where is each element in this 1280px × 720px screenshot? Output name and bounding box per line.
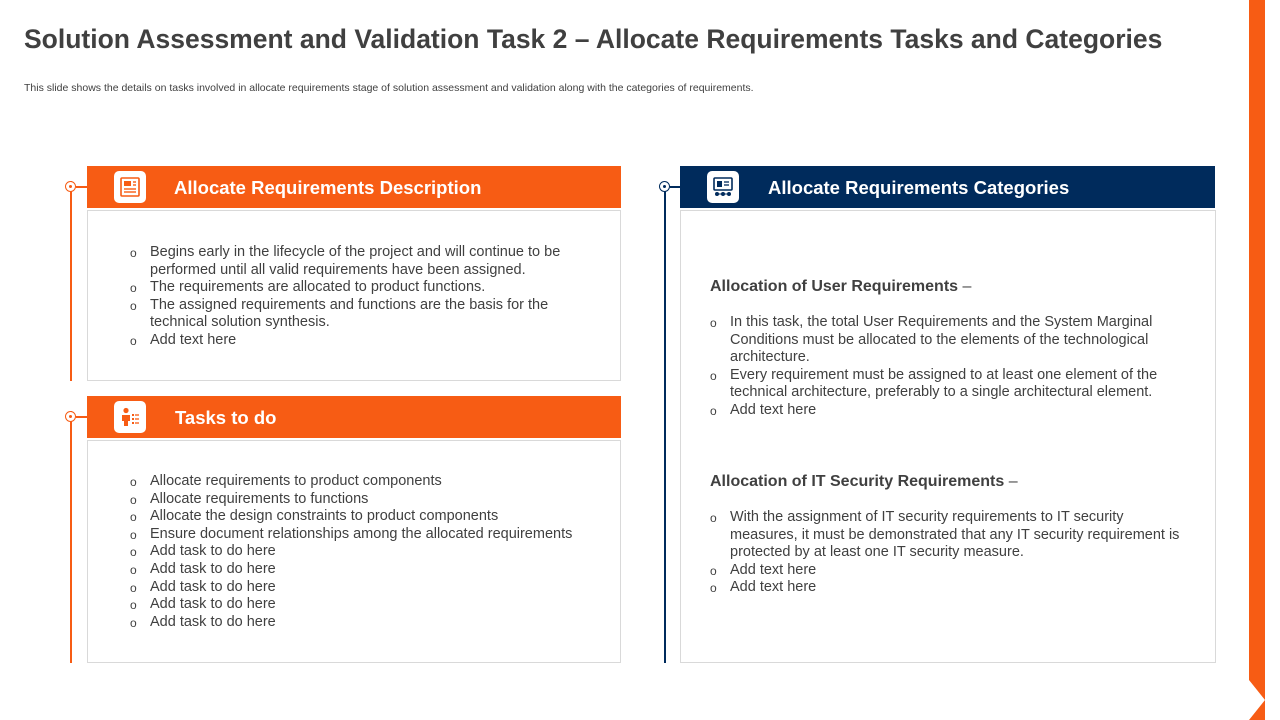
list-item: o Begins early in the lifecycle of the project and will continue to be performed until all valid requirements have been assigned.	[130, 244, 580, 279]
categories-header	[680, 166, 1215, 208]
list-item: o The requirements are allocated to product functions.	[130, 279, 580, 297]
timeline-dot-description	[65, 181, 76, 192]
list-item: o The assigned requirements and functions are the basis for the technical solution synthesis.	[130, 297, 580, 332]
timeline-line-lower	[70, 411, 72, 663]
tasks-panel	[87, 440, 621, 663]
timeline-stub-tasks	[76, 416, 87, 418]
accent-side-bar	[1249, 0, 1265, 720]
description-list	[130, 244, 580, 350]
description-panel	[87, 210, 621, 381]
accent-side-notch	[1249, 680, 1265, 720]
list-item: o Add task to do here	[130, 579, 600, 597]
timeline-line-categories	[664, 187, 666, 663]
list-item: o Allocate the design constraints to product components	[130, 508, 600, 526]
security-requirements-list	[710, 509, 1188, 597]
list-item: o Allocate requirements to functions	[130, 491, 600, 509]
tasks-heading: Tasks to do	[175, 407, 277, 428]
timeline-stub-description	[76, 186, 87, 188]
user-requirements-list	[710, 314, 1180, 420]
list-item: o Add task to do here	[130, 614, 600, 632]
list-item: o Ensure document relationships among the allocated requirements	[130, 526, 600, 544]
user-requirements-heading: Allocation of User Requirements –	[710, 278, 972, 295]
list-item: o In this task, the total User Requirements and the System Marginal Conditions must be allocated to the elements of the technological architecture.	[710, 314, 1180, 367]
description-heading: Allocate Requirements Description	[174, 177, 482, 198]
list-item: o With the assignment of IT security requirements to IT security measures, it must be demonstrated that any IT security requirement is protected by at least one IT security measure.	[710, 509, 1188, 562]
timeline-dot-categories	[659, 181, 670, 192]
list-item: o Add task to do here	[130, 596, 600, 614]
list-item: o Every requirement must be assigned to at least one element of the technical architecture, preferably to a single architectural element.	[710, 367, 1180, 402]
list-item: o Add text here	[710, 562, 1188, 580]
person-checklist-icon	[114, 401, 146, 433]
monitor-network-icon	[707, 171, 739, 203]
page-subtitle: This slide shows the details on tasks involved in allocate requirements stage of solution assessment and validation along with the categories of requirements.	[24, 82, 754, 94]
description-header	[87, 166, 621, 208]
document-icon	[114, 171, 146, 203]
tasks-header	[87, 396, 621, 438]
list-item: o Add text here	[710, 402, 1180, 420]
page-title: Solution Assessment and Validation Task 2 – Allocate Requirements Tasks and Categories	[24, 24, 1163, 54]
list-item: o Allocate requirements to product components	[130, 473, 600, 491]
security-requirements-heading: Allocation of IT Security Requirements –	[710, 473, 1018, 490]
timeline-dot-tasks	[65, 411, 76, 422]
tasks-list	[130, 473, 600, 631]
timeline-line-upper	[70, 181, 72, 381]
list-item: o Add task to do here	[130, 561, 600, 579]
categories-heading: Allocate Requirements Categories	[768, 177, 1070, 198]
list-item: o Add task to do here	[130, 543, 600, 561]
list-item: o Add text here	[710, 579, 1188, 597]
timeline-stub-categories	[670, 186, 680, 188]
list-item: o Add text here	[130, 332, 580, 350]
categories-panel	[680, 210, 1216, 663]
